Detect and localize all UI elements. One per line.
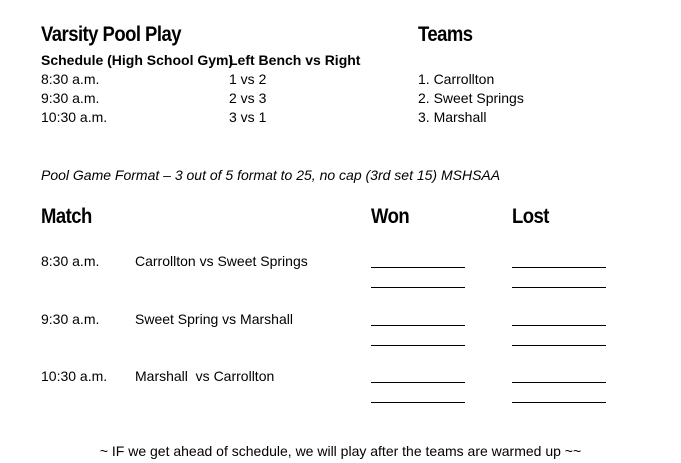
match-time: 9:30 a.m. bbox=[41, 311, 100, 327]
match-teams: Marshall vs Carrollton bbox=[135, 368, 275, 384]
match-time: 10:30 a.m. bbox=[41, 368, 108, 384]
schedule-matchup: 2 vs 3 bbox=[229, 90, 267, 106]
won-blank-line bbox=[371, 325, 465, 326]
match-heading: Match bbox=[41, 205, 92, 228]
teams-heading: Teams bbox=[418, 23, 473, 46]
match-time: 8:30 a.m. bbox=[41, 253, 100, 269]
schedule-header-location: Schedule (High School Gym) bbox=[41, 52, 234, 68]
lost-heading: Lost bbox=[512, 205, 549, 228]
team-list-item: 3. Marshall bbox=[418, 109, 487, 125]
won-heading: Won bbox=[371, 205, 410, 228]
footer-note: ~ IF we get ahead of schedule, we will play after the teams are warmed up ~~ bbox=[99, 443, 582, 459]
format-note: Pool Game Format – 3 out of 5 format to 25, no cap (3rd set 15) MSHSAA bbox=[41, 167, 501, 183]
page-title: Varsity Pool Play bbox=[41, 23, 181, 46]
match-teams: Carrollton vs Sweet Springs bbox=[135, 253, 308, 269]
won-blank-line bbox=[371, 345, 465, 346]
team-list-item: 1. Carrollton bbox=[418, 71, 495, 87]
lost-blank-line bbox=[512, 267, 606, 268]
lost-blank-line bbox=[512, 382, 606, 383]
won-blank-line bbox=[371, 267, 465, 268]
schedule-header-benches: Left Bench vs Right bbox=[229, 52, 361, 68]
schedule-time: 9:30 a.m. bbox=[41, 90, 100, 106]
won-blank-line bbox=[371, 402, 465, 403]
schedule-time: 10:30 a.m. bbox=[41, 109, 108, 125]
won-blank-line bbox=[371, 287, 465, 288]
lost-blank-line bbox=[512, 402, 606, 403]
match-teams: Sweet Spring vs Marshall bbox=[135, 311, 293, 327]
schedule-matchup: 3 vs 1 bbox=[229, 109, 267, 125]
schedule-time: 8:30 a.m. bbox=[41, 71, 100, 87]
schedule-matchup: 1 vs 2 bbox=[229, 71, 267, 87]
lost-blank-line bbox=[512, 287, 606, 288]
lost-blank-line bbox=[512, 345, 606, 346]
team-list-item: 2. Sweet Springs bbox=[418, 90, 524, 106]
lost-blank-line bbox=[512, 325, 606, 326]
won-blank-line bbox=[371, 382, 465, 383]
